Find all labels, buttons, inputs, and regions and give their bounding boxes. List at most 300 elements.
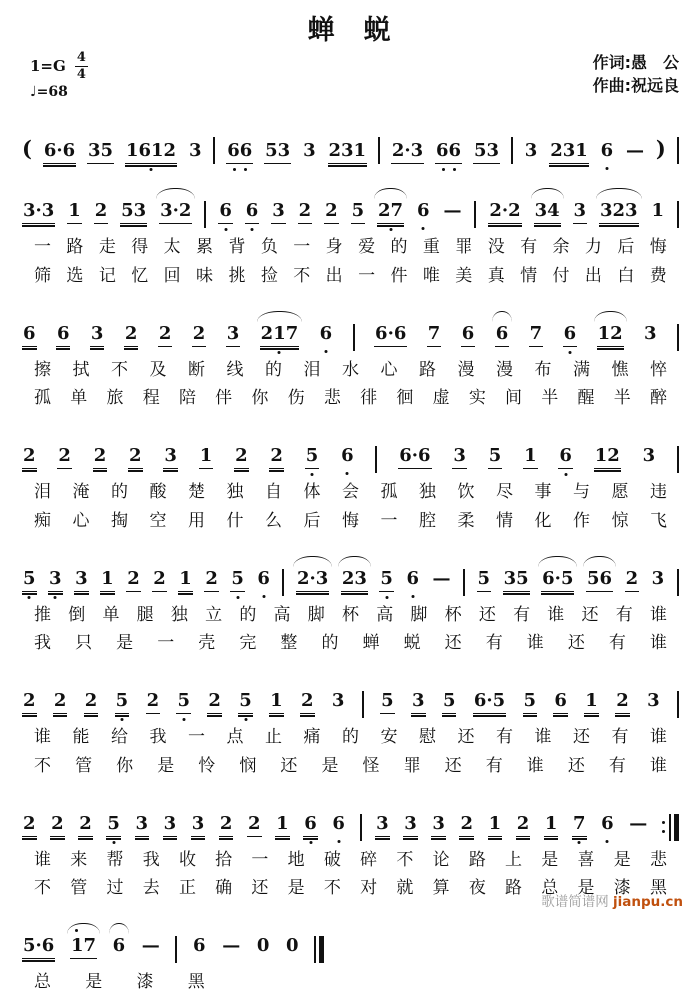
note-text: 1 [178, 569, 193, 592]
note-group [544, 814, 559, 837]
thick-bar [319, 936, 324, 963]
note-text: 1 [544, 814, 559, 837]
low-octave-dots [150, 168, 153, 171]
barline [204, 201, 206, 228]
note-group [271, 201, 286, 224]
low-octave-dots [337, 840, 340, 843]
lyric-char: 心 [380, 359, 398, 380]
note-group [22, 446, 37, 469]
tempo-marking [30, 84, 88, 100]
note-group [296, 569, 329, 592]
lyric-char: 破 [323, 849, 341, 870]
lyric-char: 用 [188, 510, 205, 531]
note-text: 2 [126, 569, 141, 592]
lyric-char: 有 [615, 604, 633, 625]
low-octave-dots [120, 718, 123, 721]
lyric-char: 醒 [577, 388, 595, 409]
note-group [398, 446, 431, 469]
lyric-char: 谁 [526, 755, 544, 776]
lyric-char: 一 [293, 237, 311, 258]
lyric-char: 布 [534, 359, 552, 380]
slur-arc [257, 311, 303, 322]
lyric-row-2 [22, 266, 679, 287]
lyric-char: 虚 [432, 388, 450, 409]
score-line-5 [0, 557, 699, 655]
note-text: 2·3 [296, 569, 329, 592]
note-group [351, 201, 366, 224]
barline [282, 569, 284, 596]
note-group [403, 814, 418, 837]
note-text: 2 [192, 324, 207, 347]
note-text: 7 [427, 324, 442, 347]
watermark-site-name: 歌谱简谱网 [541, 894, 609, 910]
note-text: 2 [298, 201, 313, 224]
note-group [188, 141, 203, 163]
meta-row [0, 47, 699, 100]
note-group [48, 569, 63, 592]
lyric-char: 憔 [611, 359, 629, 380]
score-line-8 [0, 924, 699, 993]
note-text: 3 [135, 814, 150, 837]
note-text: 217 [260, 324, 300, 347]
note-text: 2 [128, 446, 143, 469]
lyric-char: 单 [102, 604, 120, 625]
note-group [112, 936, 127, 958]
note-text: 5·6 [22, 936, 55, 959]
lyric-char: 只 [75, 633, 93, 654]
barline [360, 814, 362, 841]
note-group [70, 936, 97, 959]
note-group [247, 814, 262, 837]
lyric-char: 满 [573, 359, 590, 380]
lyric-char: 路 [66, 237, 84, 258]
note-group [106, 814, 121, 837]
note-group [67, 201, 82, 224]
lyric-char: 拭 [72, 359, 90, 380]
lyric-char: 悯 [239, 755, 257, 776]
lyric-char: 水 [342, 359, 359, 380]
note-group [238, 691, 253, 714]
lyric-char: 你 [251, 388, 269, 409]
lyric-char: 违 [650, 482, 667, 503]
note-group [53, 691, 68, 714]
lyric-char: 还 [567, 633, 585, 654]
lyric-char: 完 [239, 633, 257, 654]
note-text: 1 [651, 200, 665, 222]
score [0, 125, 699, 993]
note-group [416, 201, 431, 223]
note-group [22, 691, 37, 714]
lyric-char: 碎 [360, 849, 378, 870]
note-text: 1 [523, 446, 538, 469]
lyric-char: 我 [34, 633, 51, 654]
note-text: 6·6 [374, 324, 407, 347]
lyric-char: 谁 [650, 727, 667, 748]
lyric-char: 美 [455, 265, 473, 286]
note-text: 5 [488, 446, 503, 469]
lyric-char: 还 [573, 727, 590, 748]
score-line-4 [0, 434, 699, 532]
note-text: 6 [303, 814, 318, 837]
lyric-char: 谁 [649, 755, 667, 776]
note-group [303, 814, 318, 837]
lyric-char: 伤 [287, 388, 305, 409]
note-row [22, 691, 679, 718]
lyric-char: 喜 [577, 849, 595, 870]
note-group [600, 141, 615, 163]
barline [677, 324, 679, 351]
note-group [427, 324, 442, 347]
note-text: 56 [586, 569, 613, 592]
note-text: 3 [642, 445, 656, 467]
lyric-row-1 [22, 850, 679, 871]
note-text: 5 [22, 569, 37, 592]
note-group [331, 814, 346, 836]
lyric-char: 选 [66, 265, 84, 286]
lyric-char: 收 [178, 849, 196, 870]
low-octave-dots [224, 228, 227, 231]
slur-arc [109, 923, 130, 934]
note-text: 3 [644, 322, 657, 344]
note-text: 3 [191, 814, 206, 837]
tempo-value: =68 [36, 84, 68, 101]
note-text: 53 [264, 141, 291, 164]
note-text: 3 [647, 690, 660, 712]
lyric-char: 悲 [323, 388, 341, 409]
note-text: — [222, 935, 241, 957]
note-group [84, 691, 99, 714]
low-octave-dots [564, 473, 567, 476]
note-text: — [629, 812, 648, 834]
note-text: 6·6 [398, 446, 431, 469]
note-text: — [432, 567, 451, 589]
note-text: 6 [417, 200, 430, 222]
lyric-row-1 [22, 360, 679, 381]
note-text: 3 [375, 814, 390, 837]
lyric-char: 负 [260, 237, 278, 258]
lyric-char: 夜 [468, 878, 486, 899]
lyric-char: 作 [573, 510, 590, 531]
score-line-7 [0, 802, 699, 900]
note-text: 2 [152, 569, 167, 592]
note-group [56, 324, 71, 347]
lyric-char: 安 [380, 727, 398, 748]
note-group [563, 324, 578, 347]
note-text: 2 [324, 201, 339, 224]
note-group [324, 201, 339, 224]
note-group [597, 324, 624, 347]
note-text: 1 [275, 814, 290, 837]
note-text: 3 [403, 814, 418, 837]
lyric-char: 尽 [496, 482, 513, 503]
lyric-char: 饮 [457, 482, 475, 503]
lyric-char: 没 [487, 237, 505, 258]
slur-arc [594, 311, 627, 322]
lyric-char: 间 [505, 388, 523, 409]
note-group [269, 691, 284, 714]
barline [474, 201, 476, 228]
note-group [298, 201, 313, 224]
lyric-char: 高 [376, 604, 394, 625]
lyric-char: 黑 [187, 972, 205, 993]
note-group [651, 201, 666, 223]
lyric-char: 一 [251, 849, 269, 870]
lyric-char: 推 [34, 604, 51, 625]
note-group [158, 324, 173, 347]
lyric-char: 伴 [215, 388, 233, 409]
barline [677, 691, 679, 718]
lyric-char: 高 [273, 604, 291, 625]
note-text: 6 [112, 935, 126, 957]
lyric-char: 漆 [613, 878, 631, 899]
lyric-char: 力 [584, 237, 602, 258]
lyric-char: 忆 [131, 265, 149, 286]
lyric-char: 愿 [611, 482, 629, 503]
lyric-char: 楚 [188, 482, 205, 503]
lyric-char: 徘 [360, 388, 378, 409]
note-row [22, 137, 679, 164]
lyric-char: 怜 [198, 755, 216, 776]
slur-arc [492, 311, 513, 322]
lyric-char: 来 [70, 849, 88, 870]
quarter-note-icon: ♩ [30, 84, 37, 101]
lyric-char: 管 [70, 878, 88, 899]
note-group [411, 691, 426, 714]
note-text: 3 [188, 140, 202, 162]
note-group [572, 814, 587, 837]
note-text: 6·6 [43, 141, 76, 164]
lyric-char: 还 [444, 755, 462, 776]
note-group [374, 324, 407, 347]
low-octave-dots [422, 227, 425, 230]
lyric-char: 有 [611, 727, 629, 748]
note-group [146, 691, 161, 714]
note-group [594, 446, 621, 469]
lyric-char: 杯 [444, 604, 462, 625]
lyric-char: 蜕 [403, 633, 421, 654]
note-group [90, 324, 105, 347]
note-group [269, 446, 284, 469]
note-text: 3·2 [159, 201, 192, 224]
lyric-char: 悲 [649, 849, 667, 870]
note-group [115, 691, 130, 714]
note-group [558, 446, 573, 469]
note-text: 2 [158, 324, 173, 347]
lyric-char: 的 [342, 727, 359, 748]
note-text: 6 [563, 324, 578, 347]
note-group [600, 814, 615, 836]
lyric-char: 漆 [136, 972, 154, 993]
lyric-char: 漫 [496, 359, 513, 380]
thin-bar [669, 814, 671, 841]
note-group [120, 201, 147, 224]
low-octave-dots [28, 596, 31, 599]
lyric-char: 及 [149, 359, 167, 380]
note-text: 2 [204, 569, 219, 592]
note-group [141, 936, 161, 958]
note-group [599, 201, 639, 224]
lyric-char: 壳 [198, 633, 216, 654]
lyric-row-1 [22, 482, 679, 503]
note-text: 3 [524, 140, 538, 162]
lyric-char: 独 [170, 604, 188, 625]
note-text: 3 [411, 691, 426, 714]
note-group [275, 814, 290, 837]
note-text: 6 [218, 201, 233, 224]
lyric-char: 一 [34, 237, 51, 258]
note-text: 2 [78, 814, 93, 837]
note-text: 2 [247, 814, 262, 837]
note-text: 1 [199, 446, 214, 469]
low-octave-dots [309, 841, 312, 844]
note-group [74, 569, 89, 592]
note-group [375, 814, 390, 837]
thin-bar [314, 936, 316, 963]
note-text: 3 [163, 446, 178, 469]
note-group [94, 201, 109, 224]
note-group [461, 324, 476, 347]
lyric-char: 出 [325, 265, 343, 286]
lyric-char: 泪 [303, 359, 321, 380]
lyric-char: 还 [478, 604, 496, 625]
lyric-char: 唯 [422, 265, 440, 286]
note-group [442, 201, 462, 223]
note-text: 2 [53, 691, 68, 714]
note-row [22, 446, 679, 473]
lyric-char: 还 [567, 755, 585, 776]
note-text: 7 [529, 324, 544, 347]
lyric-char: 路 [505, 878, 523, 899]
lyric-char: 筛 [34, 265, 51, 286]
note-text: 66 [435, 141, 462, 164]
lyric-char: 重 [422, 237, 440, 258]
note-text: 1 [100, 569, 115, 592]
lyric-char: 掏 [111, 510, 128, 531]
lyric-char: 一 [157, 633, 175, 654]
note-text: 2·3 [391, 141, 424, 164]
lyric-char: 后 [617, 237, 635, 258]
note-group [191, 814, 206, 837]
note-text: 7 [572, 814, 587, 837]
lyric-char: 悔 [342, 510, 359, 531]
lyric-char: 慰 [419, 727, 436, 748]
note-group [646, 691, 661, 713]
note-group [473, 141, 500, 164]
barline [677, 446, 679, 473]
note-group [625, 141, 645, 163]
note-text: 1 [584, 691, 599, 714]
note-text: 3 [331, 690, 345, 712]
note-group [305, 446, 320, 469]
lyric-char: 什 [226, 510, 244, 531]
lyric-char: 与 [573, 482, 590, 503]
note-text: 1 [67, 201, 82, 224]
time-signature-numerator: 4 [76, 50, 86, 65]
note-text: 3 [573, 201, 588, 224]
note-group [442, 691, 457, 714]
note-text: 2 [615, 691, 630, 714]
lyric-char: 的 [239, 604, 257, 625]
note-group [264, 141, 291, 164]
low-octave-dots [442, 168, 456, 171]
lyric-char: 腔 [419, 510, 436, 531]
key-signature: 1=G [30, 57, 66, 76]
lyric-char: 止 [265, 727, 282, 748]
note-text: 231 [549, 141, 589, 164]
note-group [495, 324, 510, 347]
lyric-char: 悔 [649, 237, 667, 258]
note-text: 2 [22, 691, 37, 714]
lyric-row-1 [22, 605, 679, 626]
note-group [516, 814, 531, 837]
note-group [256, 569, 271, 591]
lyric-char: 我 [142, 849, 160, 870]
lyric-char: 的 [111, 482, 128, 503]
note-group [615, 691, 630, 714]
note-group [300, 691, 315, 714]
slur-arc [538, 556, 577, 567]
note-group [226, 324, 241, 347]
note-text: 5 [106, 814, 121, 837]
lyric-char: 管 [75, 755, 93, 776]
note-group [405, 569, 420, 591]
note-group [78, 814, 93, 837]
note-text: 6 [319, 322, 333, 344]
lyric-char: 给 [111, 727, 128, 748]
note-text: 6·5 [541, 569, 574, 592]
note-text: 66 [226, 141, 253, 164]
note-text: 3 [74, 569, 89, 592]
low-octave-dots [605, 167, 608, 170]
lyric-char: 断 [188, 359, 205, 380]
watermark-url: jianpu.cn [613, 894, 683, 910]
note-group [93, 446, 108, 469]
lyric-char: 有 [513, 604, 531, 625]
lyric-char: 是 [613, 849, 631, 870]
note-group [230, 569, 245, 592]
slur-arc [338, 556, 371, 567]
note-text: 3 [651, 567, 665, 589]
note-text: 5 [305, 446, 320, 469]
note-text: 3 [226, 324, 241, 347]
note-row [22, 936, 324, 963]
note-text: 2 [22, 446, 37, 469]
note-group [226, 141, 253, 164]
note-group [234, 446, 249, 469]
lyric-char: 地 [287, 849, 305, 870]
low-octave-dots [311, 473, 314, 476]
note-text: 2 [516, 814, 531, 837]
barline [175, 936, 177, 963]
note-group [488, 814, 503, 837]
lyric-char: 论 [432, 849, 450, 870]
lyric-char: 体 [303, 482, 321, 503]
note-text: 5 [523, 691, 538, 714]
lyric-char: 身 [325, 237, 343, 258]
note-group [340, 446, 355, 468]
note-group [379, 569, 394, 592]
note-text: 0 [256, 935, 270, 957]
note-group [43, 141, 76, 164]
lyric-char: 情 [520, 265, 538, 286]
note-group [377, 201, 404, 224]
lyric-char: 痴 [34, 510, 51, 531]
note-text: 6 [257, 567, 270, 589]
lyric-char: 件 [390, 265, 408, 286]
note-text: 2 [93, 446, 108, 469]
barline [378, 137, 380, 164]
lyric-char: 有 [608, 633, 626, 654]
